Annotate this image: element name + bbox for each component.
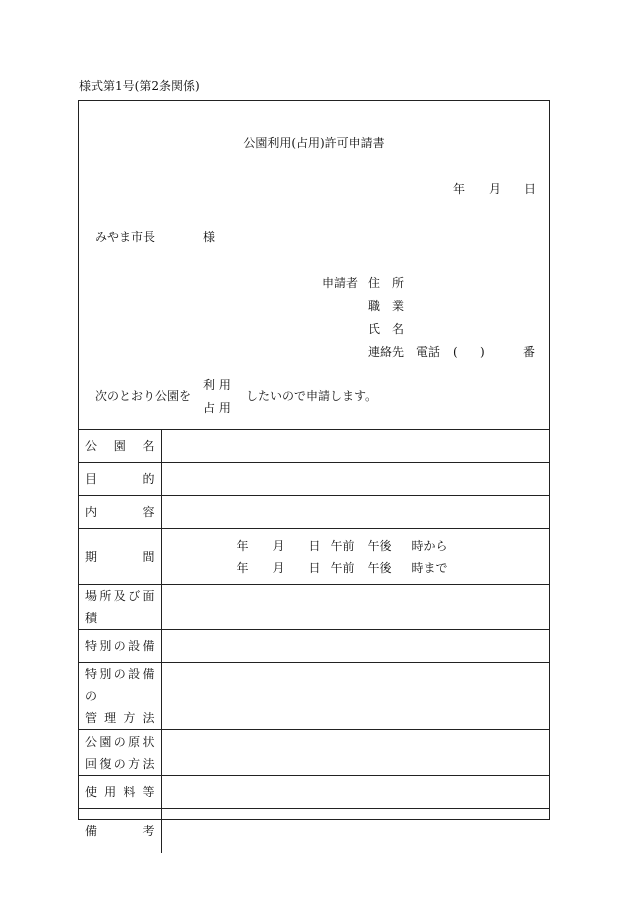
phone-label: 電話 <box>416 345 441 359</box>
period-end-line: 年 月 日 午前 午後 時まで <box>236 560 448 575</box>
detail-table <box>79 429 549 853</box>
table-row <box>79 630 549 663</box>
form-title: 公園利用(占用)許可申請書 <box>243 136 385 150</box>
special-facilities-label: 特別の設備 <box>79 630 161 663</box>
form-number-label: 様式第1号(第2条関係) <box>79 79 200 93</box>
applicant-heading: 申請者 <box>322 276 359 290</box>
purpose-field[interactable] <box>161 463 549 496</box>
period-field[interactable] <box>161 529 549 585</box>
applicant-address-row <box>322 277 404 289</box>
applicant-address-label: 住 所 <box>368 276 405 290</box>
restoration-method-field[interactable] <box>161 730 549 776</box>
date-month-label: 月 <box>489 182 502 196</box>
table-row <box>79 776 549 809</box>
table-row <box>79 496 549 529</box>
fee-label: 使用料等 <box>79 776 161 809</box>
facility-management-field[interactable] <box>161 663 549 730</box>
applicant-name-row <box>322 323 404 335</box>
fee-field[interactable] <box>161 776 549 809</box>
applicant-name-label: 氏 名 <box>368 322 405 336</box>
park-name-label: 公園名 <box>79 430 161 463</box>
phone-number-suffix: 番 <box>523 345 536 359</box>
phone-paren-open: ( <box>453 345 458 359</box>
applicant-contact-label: 連絡先 <box>368 345 405 359</box>
date-day-label: 日 <box>524 182 537 196</box>
park-name-field[interactable] <box>161 430 549 463</box>
special-facilities-field[interactable] <box>161 630 549 663</box>
applicant-contact-row <box>322 346 404 358</box>
table-row <box>79 585 549 630</box>
addressee: みやま市長 <box>95 230 156 244</box>
restoration-method-label: 公園の原状 回復の方法 <box>79 730 161 776</box>
period-start-line: 年 月 日 午前 午後 時から <box>236 538 448 553</box>
table-row <box>79 809 549 853</box>
applicant-occupation-label: 職 業 <box>368 299 405 313</box>
application-form <box>78 100 550 838</box>
request-option-use: 利 用 <box>203 378 231 392</box>
period-label: 期間 <box>79 529 161 585</box>
purpose-label: 目的 <box>79 463 161 496</box>
content-label: 内容 <box>79 496 161 529</box>
request-sentence-suffix: したいので申請します。 <box>246 389 378 403</box>
table-row <box>79 529 549 585</box>
location-area-field[interactable] <box>161 585 549 630</box>
phone-paren-close: ) <box>480 345 485 359</box>
request-sentence-prefix: 次のとおり公園を <box>95 389 192 403</box>
request-option-occupy: 占 用 <box>203 401 231 415</box>
table-row <box>79 730 549 776</box>
remarks-label: 備考 <box>79 809 161 853</box>
remarks-field[interactable] <box>161 809 549 853</box>
table-row <box>79 430 549 463</box>
date-year-label: 年 <box>453 182 466 196</box>
facility-management-label: 特別の設備の 管理方法 <box>79 663 161 730</box>
table-row <box>79 463 549 496</box>
location-area-label: 場所及び面積 <box>79 585 161 630</box>
content-field[interactable] <box>161 496 549 529</box>
applicant-occupation-row <box>322 300 404 312</box>
table-row <box>79 663 549 730</box>
honorific: 様 <box>203 230 216 244</box>
